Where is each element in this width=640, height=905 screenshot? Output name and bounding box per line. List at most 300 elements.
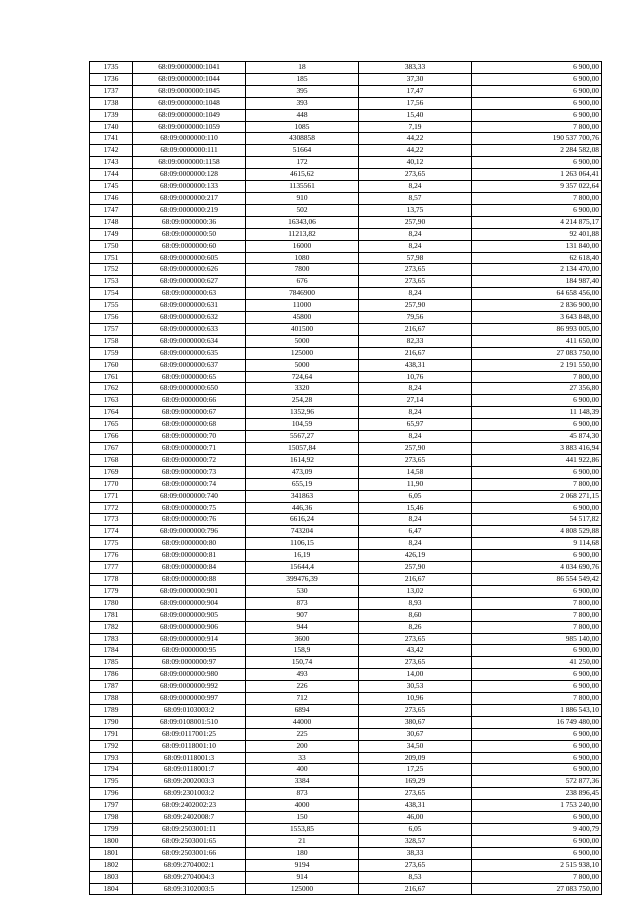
cadastral-number-cell: 68:09:2402008:7	[133, 812, 246, 824]
table-row	[90, 716, 602, 728]
area-cell: 51664	[246, 145, 359, 157]
specific-value-cell: 8,93	[359, 597, 472, 609]
specific-value-cell: 57,98	[359, 252, 472, 264]
area-cell: 5567,27	[246, 431, 359, 443]
table-row	[90, 514, 602, 526]
area-cell: 9194	[246, 859, 359, 871]
area-cell: 743204	[246, 526, 359, 538]
table-row	[90, 252, 602, 264]
cadastral-number-cell: 68:09:0118001:10	[133, 740, 246, 752]
specific-value-cell: 15,46	[359, 502, 472, 514]
row-number-cell: 1803	[90, 871, 133, 883]
cadastral-value-cell: 7 800,00	[472, 609, 602, 621]
row-number-cell: 1793	[90, 752, 133, 764]
row-number-cell: 1775	[90, 538, 133, 550]
row-number-cell: 1789	[90, 704, 133, 716]
area-cell: 16343,06	[246, 216, 359, 228]
cadastral-number-cell: 68:09:0000000:632	[133, 312, 246, 324]
row-number-cell: 1800	[90, 835, 133, 847]
area-cell: 944	[246, 621, 359, 633]
specific-value-cell: 257,90	[359, 562, 472, 574]
area-cell: 7846900	[246, 288, 359, 300]
area-cell: 914	[246, 871, 359, 883]
table-row	[90, 359, 602, 371]
row-number-cell: 1804	[90, 883, 133, 895]
table-row	[90, 883, 602, 895]
specific-value-cell: 257,90	[359, 216, 472, 228]
table-row	[90, 133, 602, 145]
area-cell: 158,9	[246, 645, 359, 657]
row-number-cell: 1781	[90, 609, 133, 621]
specific-value-cell: 8,24	[359, 383, 472, 395]
cadastral-value-cell: 4 034 690,76	[472, 562, 602, 574]
cadastral-number-cell: 68:09:0000000:997	[133, 693, 246, 705]
row-number-cell: 1783	[90, 633, 133, 645]
cadastral-value-cell: 441 922,86	[472, 454, 602, 466]
table-row	[90, 204, 602, 216]
table-row	[90, 478, 602, 490]
area-cell: 1106,15	[246, 538, 359, 550]
specific-value-cell: 8,24	[359, 431, 472, 443]
row-number-cell: 1797	[90, 800, 133, 812]
area-cell: 226	[246, 681, 359, 693]
row-number-cell: 1751	[90, 252, 133, 264]
area-cell: 910	[246, 192, 359, 204]
row-number-cell: 1743	[90, 157, 133, 169]
table-row	[90, 657, 602, 669]
area-cell: 493	[246, 669, 359, 681]
cadastral-value-cell: 6 900,00	[472, 835, 602, 847]
area-cell: 724,64	[246, 371, 359, 383]
cadastral-number-cell: 68:09:0000000:50	[133, 228, 246, 240]
table-row	[90, 97, 602, 109]
cadastral-value-cell: 7 800,00	[472, 693, 602, 705]
area-cell: 21	[246, 835, 359, 847]
cadastral-number-cell: 68:09:0000000:111	[133, 145, 246, 157]
table-row	[90, 633, 602, 645]
table-row	[90, 181, 602, 193]
row-number-cell: 1782	[90, 621, 133, 633]
cadastral-number-cell: 68:09:2402002:23	[133, 800, 246, 812]
table-row	[90, 431, 602, 443]
specific-value-cell: 27,14	[359, 395, 472, 407]
cadastral-value-cell: 27 356,80	[472, 383, 602, 395]
table-row	[90, 192, 602, 204]
table-row	[90, 454, 602, 466]
specific-value-cell: 209,09	[359, 752, 472, 764]
cadastral-number-cell: 68:09:0000000:217	[133, 192, 246, 204]
specific-value-cell: 40,12	[359, 157, 472, 169]
cadastral-value-cell: 7 800,00	[472, 192, 602, 204]
specific-value-cell: 273,65	[359, 454, 472, 466]
row-number-cell: 1799	[90, 824, 133, 836]
cadastral-value-cell: 2 836 900,00	[472, 300, 602, 312]
row-number-cell: 1788	[90, 693, 133, 705]
row-number-cell: 1763	[90, 395, 133, 407]
area-cell: 150,74	[246, 657, 359, 669]
cadastral-number-cell: 68:09:0000000:1158	[133, 157, 246, 169]
row-number-cell: 1791	[90, 728, 133, 740]
cadastral-value-cell: 6 900,00	[472, 728, 602, 740]
row-number-cell: 1784	[90, 645, 133, 657]
row-number-cell: 1760	[90, 359, 133, 371]
table-row	[90, 323, 602, 335]
cadastral-value-cell: 2 134 470,00	[472, 264, 602, 276]
cadastral-number-cell: 68:09:0000000:81	[133, 550, 246, 562]
cadastral-number-cell: 68:09:2503001:11	[133, 824, 246, 836]
cadastral-number-cell: 68:09:0000000:1059	[133, 121, 246, 133]
cadastral-number-cell: 68:09:0000000:1044	[133, 73, 246, 85]
cadastral-value-cell: 6 900,00	[472, 740, 602, 752]
specific-value-cell: 30,53	[359, 681, 472, 693]
row-number-cell: 1739	[90, 109, 133, 121]
specific-value-cell: 82,33	[359, 335, 472, 347]
specific-value-cell: 65,97	[359, 419, 472, 431]
cadastral-number-cell: 68:09:0000000:72	[133, 454, 246, 466]
area-cell: 400	[246, 764, 359, 776]
cadastral-number-cell: 68:09:0000000:1049	[133, 109, 246, 121]
cadastral-number-cell: 68:09:0000000:74	[133, 478, 246, 490]
cadastral-value-cell: 7 800,00	[472, 121, 602, 133]
area-cell: 16,19	[246, 550, 359, 562]
table-row	[90, 264, 602, 276]
specific-value-cell: 8,24	[359, 240, 472, 252]
row-number-cell: 1795	[90, 776, 133, 788]
table-row	[90, 573, 602, 585]
table-row	[90, 585, 602, 597]
table-row	[90, 597, 602, 609]
cadastral-value-cell: 6 900,00	[472, 847, 602, 859]
area-cell: 530	[246, 585, 359, 597]
specific-value-cell: 17,25	[359, 764, 472, 776]
row-number-cell: 1777	[90, 562, 133, 574]
area-cell: 1614,92	[246, 454, 359, 466]
specific-value-cell: 10,76	[359, 371, 472, 383]
cadastral-value-cell: 6 900,00	[472, 752, 602, 764]
area-cell: 11213,82	[246, 228, 359, 240]
cadastral-value-cell: 92 401,88	[472, 228, 602, 240]
specific-value-cell: 380,67	[359, 716, 472, 728]
cadastral-number-cell: 68:09:0000000:70	[133, 431, 246, 443]
specific-value-cell: 8,60	[359, 609, 472, 621]
cadastral-number-cell: 68:09:0000000:627	[133, 276, 246, 288]
area-cell: 254,28	[246, 395, 359, 407]
cadastral-value-cell: 6 900,00	[472, 157, 602, 169]
area-cell: 395	[246, 85, 359, 97]
area-cell: 11000	[246, 300, 359, 312]
area-cell: 16000	[246, 240, 359, 252]
specific-value-cell: 273,65	[359, 657, 472, 669]
area-cell: 873	[246, 597, 359, 609]
specific-value-cell: 8,24	[359, 288, 472, 300]
cadastral-value-cell: 190 537 700,76	[472, 133, 602, 145]
row-number-cell: 1740	[90, 121, 133, 133]
area-cell: 3600	[246, 633, 359, 645]
row-number-cell: 1770	[90, 478, 133, 490]
area-cell: 446,36	[246, 502, 359, 514]
cadastral-number-cell: 68:09:0000000:65	[133, 371, 246, 383]
specific-value-cell: 14,58	[359, 466, 472, 478]
cadastral-number-cell: 68:09:0000000:605	[133, 252, 246, 264]
row-number-cell: 1753	[90, 276, 133, 288]
cadastral-value-cell: 6 900,00	[472, 204, 602, 216]
area-cell: 150	[246, 812, 359, 824]
area-cell: 4615,62	[246, 169, 359, 181]
table-row	[90, 800, 602, 812]
specific-value-cell: 44,22	[359, 133, 472, 145]
table-row	[90, 788, 602, 800]
area-cell: 1553,85	[246, 824, 359, 836]
area-cell: 341863	[246, 490, 359, 502]
specific-value-cell: 169,29	[359, 776, 472, 788]
row-number-cell: 1744	[90, 169, 133, 181]
table-row	[90, 764, 602, 776]
specific-value-cell: 273,65	[359, 788, 472, 800]
cadastral-number-cell: 68:09:0000000:75	[133, 502, 246, 514]
row-number-cell: 1772	[90, 502, 133, 514]
row-number-cell: 1794	[90, 764, 133, 776]
row-number-cell: 1737	[90, 85, 133, 97]
area-cell: 4000	[246, 800, 359, 812]
cadastral-value-cell: 6 900,00	[472, 645, 602, 657]
specific-value-cell: 30,67	[359, 728, 472, 740]
specific-value-cell: 257,90	[359, 300, 472, 312]
cadastral-value-cell: 27 083 750,00	[472, 347, 602, 359]
row-number-cell: 1785	[90, 657, 133, 669]
specific-value-cell: 383,33	[359, 62, 472, 74]
cadastral-number-cell: 68:09:0000000:626	[133, 264, 246, 276]
cadastral-number-cell: 68:09:0000000:110	[133, 133, 246, 145]
table-row	[90, 728, 602, 740]
cadastral-number-cell: 68:09:2704004:3	[133, 871, 246, 883]
table-row	[90, 169, 602, 181]
specific-value-cell: 17,47	[359, 85, 472, 97]
area-cell: 4308858	[246, 133, 359, 145]
area-cell: 200	[246, 740, 359, 752]
row-number-cell: 1745	[90, 181, 133, 193]
table-row	[90, 276, 602, 288]
table-row	[90, 85, 602, 97]
table-row	[90, 847, 602, 859]
area-cell: 172	[246, 157, 359, 169]
cadastral-value-cell: 16 749 480,00	[472, 716, 602, 728]
row-number-cell: 1764	[90, 407, 133, 419]
row-number-cell: 1768	[90, 454, 133, 466]
cadastral-value-cell: 4 808 529,88	[472, 526, 602, 538]
table-row	[90, 347, 602, 359]
cadastral-value-cell: 7 800,00	[472, 597, 602, 609]
area-cell: 712	[246, 693, 359, 705]
area-cell: 676	[246, 276, 359, 288]
specific-value-cell: 426,19	[359, 550, 472, 562]
cadastral-number-cell: 68:09:0000000:980	[133, 669, 246, 681]
row-number-cell: 1773	[90, 514, 133, 526]
cadastral-number-cell: 68:09:0103003:2	[133, 704, 246, 716]
table-row	[90, 216, 602, 228]
table-row	[90, 871, 602, 883]
row-number-cell: 1787	[90, 681, 133, 693]
row-number-cell: 1741	[90, 133, 133, 145]
cadastral-value-cell: 6 900,00	[472, 85, 602, 97]
table-row	[90, 835, 602, 847]
specific-value-cell: 37,30	[359, 73, 472, 85]
row-number-cell: 1735	[90, 62, 133, 74]
area-cell: 655,19	[246, 478, 359, 490]
row-number-cell: 1790	[90, 716, 133, 728]
specific-value-cell: 34,50	[359, 740, 472, 752]
area-cell: 5000	[246, 359, 359, 371]
area-cell: 225	[246, 728, 359, 740]
row-number-cell: 1762	[90, 383, 133, 395]
area-cell: 180	[246, 847, 359, 859]
cadastral-number-cell: 68:09:0108001:510	[133, 716, 246, 728]
row-number-cell: 1769	[90, 466, 133, 478]
cadastral-value-cell: 6 900,00	[472, 419, 602, 431]
specific-value-cell: 438,31	[359, 800, 472, 812]
cadastral-value-cell: 3 643 848,00	[472, 312, 602, 324]
specific-value-cell: 8,24	[359, 407, 472, 419]
row-number-cell: 1798	[90, 812, 133, 824]
row-number-cell: 1767	[90, 443, 133, 455]
specific-value-cell: 14,00	[359, 669, 472, 681]
row-number-cell: 1750	[90, 240, 133, 252]
cadastral-number-cell: 68:09:0000000:650	[133, 383, 246, 395]
cadastral-value-cell: 6 900,00	[472, 681, 602, 693]
cadastral-number-cell: 68:09:0000000:634	[133, 335, 246, 347]
table-row	[90, 466, 602, 478]
cadastral-number-cell: 68:09:0000000:740	[133, 490, 246, 502]
cadastral-value-cell: 6 900,00	[472, 585, 602, 597]
table-row	[90, 109, 602, 121]
cadastral-value-cell: 11 148,39	[472, 407, 602, 419]
cadastral-number-cell: 68:09:0000000:133	[133, 181, 246, 193]
cadastral-value-cell: 54 517,82	[472, 514, 602, 526]
specific-value-cell: 328,57	[359, 835, 472, 847]
specific-value-cell: 38,33	[359, 847, 472, 859]
row-number-cell: 1742	[90, 145, 133, 157]
row-number-cell: 1802	[90, 859, 133, 871]
specific-value-cell: 8,26	[359, 621, 472, 633]
cadastral-value-cell: 1 263 064,41	[472, 169, 602, 181]
row-number-cell: 1746	[90, 192, 133, 204]
cadastral-value-cell: 3 883 416,94	[472, 443, 602, 455]
row-number-cell: 1752	[90, 264, 133, 276]
specific-value-cell: 273,65	[359, 276, 472, 288]
specific-value-cell: 43,42	[359, 645, 472, 657]
cadastral-number-cell: 68:09:2002003:3	[133, 776, 246, 788]
table-row	[90, 443, 602, 455]
row-number-cell: 1759	[90, 347, 133, 359]
specific-value-cell: 273,65	[359, 859, 472, 871]
cadastral-value-cell: 572 877,36	[472, 776, 602, 788]
cadastral-number-cell: 68:09:0000000:1048	[133, 97, 246, 109]
cadastral-number-cell: 68:09:0000000:73	[133, 466, 246, 478]
area-cell: 5000	[246, 335, 359, 347]
table-row	[90, 288, 602, 300]
table-row	[90, 621, 602, 633]
cadastral-value-cell: 1 753 240,00	[472, 800, 602, 812]
specific-value-cell: 273,65	[359, 704, 472, 716]
table-row	[90, 407, 602, 419]
area-cell: 1080	[246, 252, 359, 264]
table-row	[90, 704, 602, 716]
table-row	[90, 812, 602, 824]
specific-value-cell: 7,19	[359, 121, 472, 133]
row-number-cell: 1748	[90, 216, 133, 228]
area-cell: 393	[246, 97, 359, 109]
specific-value-cell: 6,05	[359, 824, 472, 836]
row-number-cell: 1758	[90, 335, 133, 347]
row-number-cell: 1786	[90, 669, 133, 681]
table-row	[90, 562, 602, 574]
area-cell: 15644,4	[246, 562, 359, 574]
row-number-cell: 1736	[90, 73, 133, 85]
cadastral-number-cell: 68:09:2503001:66	[133, 847, 246, 859]
area-cell: 6616,24	[246, 514, 359, 526]
cadastral-value-cell: 6 900,00	[472, 109, 602, 121]
specific-value-cell: 79,56	[359, 312, 472, 324]
row-number-cell: 1796	[90, 788, 133, 800]
table-row	[90, 752, 602, 764]
row-number-cell: 1766	[90, 431, 133, 443]
row-number-cell: 1755	[90, 300, 133, 312]
specific-value-cell: 8,24	[359, 514, 472, 526]
cadastral-value-cell: 41 250,00	[472, 657, 602, 669]
row-number-cell: 1771	[90, 490, 133, 502]
specific-value-cell: 216,67	[359, 347, 472, 359]
table-row	[90, 681, 602, 693]
specific-value-cell: 8,24	[359, 538, 472, 550]
area-cell: 401500	[246, 323, 359, 335]
table-row	[90, 776, 602, 788]
row-number-cell: 1754	[90, 288, 133, 300]
area-cell: 7800	[246, 264, 359, 276]
cadastral-value-cell: 6 900,00	[472, 395, 602, 407]
cadastral-number-cell: 68:09:0000000:66	[133, 395, 246, 407]
cadastral-number-cell: 68:09:2503001:65	[133, 835, 246, 847]
cadastral-number-cell: 68:09:0000000:68	[133, 419, 246, 431]
table-row	[90, 228, 602, 240]
table-row	[90, 240, 602, 252]
specific-value-cell: 216,67	[359, 323, 472, 335]
row-number-cell: 1765	[90, 419, 133, 431]
table-row	[90, 335, 602, 347]
table-row	[90, 145, 602, 157]
cadastral-number-cell: 68:09:2301003:2	[133, 788, 246, 800]
table-row	[90, 538, 602, 550]
area-cell: 1085	[246, 121, 359, 133]
cadastral-number-cell: 68:09:0000000:631	[133, 300, 246, 312]
cadastral-value-cell: 6 900,00	[472, 550, 602, 562]
cadastral-number-cell: 68:09:0000000:1041	[133, 62, 246, 74]
cadastral-number-cell: 68:09:0000000:637	[133, 359, 246, 371]
specific-value-cell: 216,67	[359, 883, 472, 895]
cadastral-number-cell: 68:09:0000000:76	[133, 514, 246, 526]
cadastral-number-cell: 68:09:0000000:36	[133, 216, 246, 228]
table-row	[90, 419, 602, 431]
specific-value-cell: 11,90	[359, 478, 472, 490]
table-row	[90, 395, 602, 407]
cadastral-value-cell: 2 515 938,10	[472, 859, 602, 871]
cadastral-value-cell: 7 800,00	[472, 871, 602, 883]
cadastral-value-cell: 6 900,00	[472, 764, 602, 776]
cadastral-value-cell: 2 191 550,00	[472, 359, 602, 371]
cadastral-number-cell: 68:09:0000000:904	[133, 597, 246, 609]
specific-value-cell: 44,22	[359, 145, 472, 157]
cadastral-number-cell: 68:09:0000000:80	[133, 538, 246, 550]
table-row	[90, 121, 602, 133]
specific-value-cell: 273,65	[359, 169, 472, 181]
